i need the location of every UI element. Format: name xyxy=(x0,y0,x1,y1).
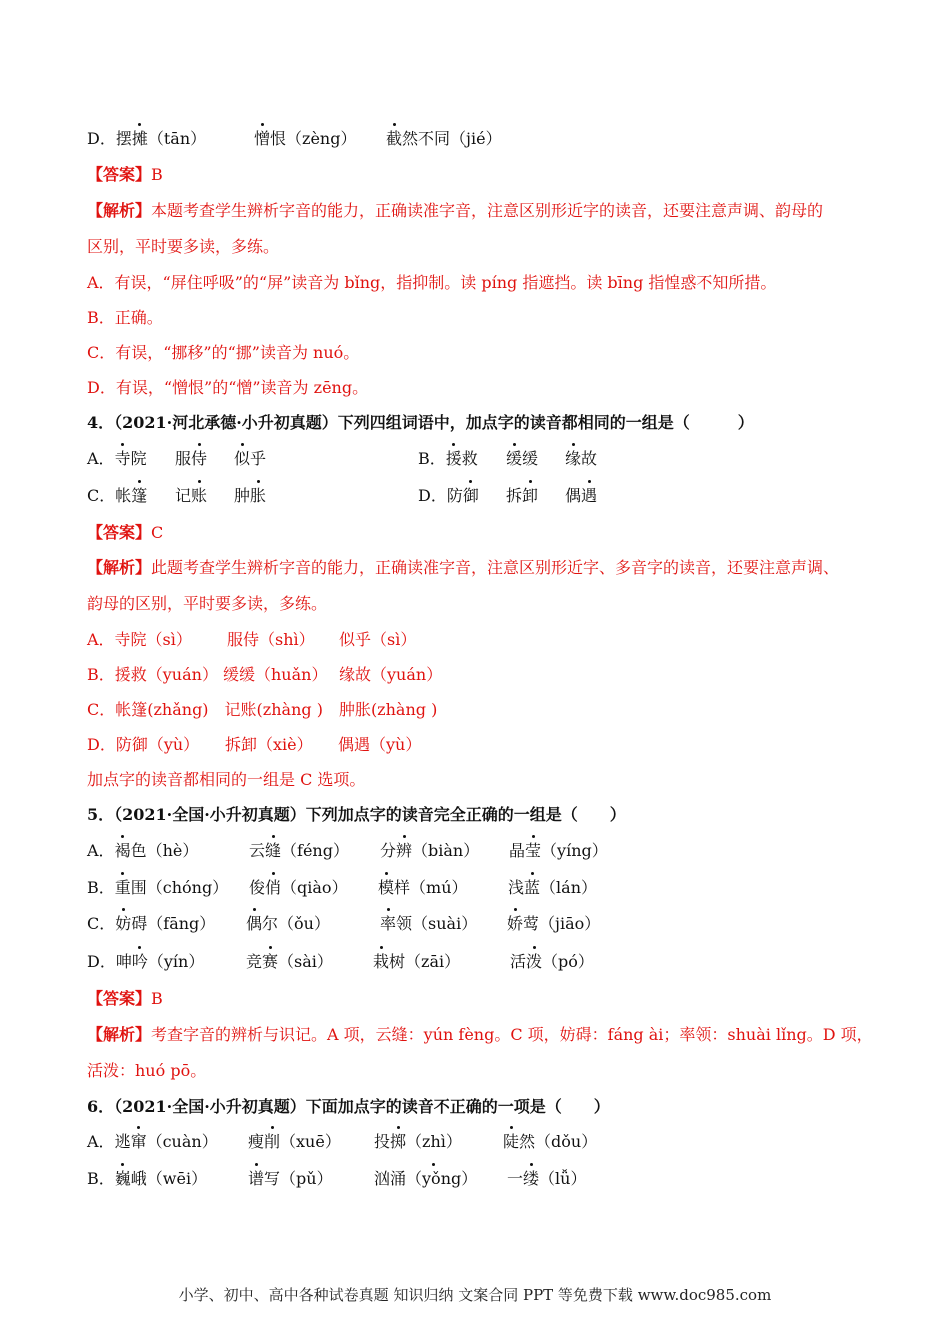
q5-analysis-line1: 【解析】考查字音的辨析与识记。A 项，云缝：yún fèng。C 项，妨碍：fáng ài；率领：shuài lǐng。D 项， xyxy=(87,1025,873,1044)
q4-option-b-word2: 缓缓 xyxy=(506,449,539,468)
q5-option-a-word3: 分辨（biàn） xyxy=(380,841,480,860)
q4-option-d: D．防御 xyxy=(418,486,479,505)
q5-option-a-word2: 云缝（féng） xyxy=(249,841,349,860)
q4-analysis-a2: 服侍（shì） xyxy=(227,630,315,649)
q6-stem: 6．（2021·全国·小升初真题）下面加点字的读音不正确的一项是（ ） xyxy=(87,1097,610,1116)
q4-stem: 4．（2021·河北承德·小升初真题）下列四组词语中，加点字的读音都相同的一组是（ ） xyxy=(87,413,754,432)
q4-option-c-word2: 记账 xyxy=(175,486,208,505)
q3-analysis-a: A．有误，“屏住呼吸”的“屏”读音为 bǐng，指抑制。读 píng 指遮挡。读 bīng 指惶惑不知所措。 xyxy=(87,273,777,292)
q4-analysis-a1: A．寺院（sì） xyxy=(87,630,192,649)
q3-analysis-line1: 【解析】本题考查学生辨析字音的能力，正确读准字音，注意区别形近字的读音，还要注意声调、韵母的 xyxy=(87,201,824,220)
q4-option-d-word3: 偶遇 xyxy=(565,486,598,505)
q6-option-b-word3: 汹涌（yǒng） xyxy=(374,1169,478,1188)
q4-analysis-d2: 拆卸（xiè） xyxy=(225,735,313,754)
q6-option-a: A．逃窜（cuàn） xyxy=(87,1132,218,1151)
q4-option-a-word2: 服侍 xyxy=(175,449,208,468)
q4-analysis-b2: 缓缓（huǎn） xyxy=(223,665,328,684)
q4-analysis-d1: D．防御（yù） xyxy=(87,735,200,754)
q4-analysis-a3: 似乎（sì） xyxy=(339,630,417,649)
q4-option-a-word3: 似乎 xyxy=(234,449,267,468)
q4-option-a: A．寺院 xyxy=(87,449,147,468)
q5-option-d-word2: 竞赛（sài） xyxy=(246,952,333,971)
q4-answer: 【答案】C xyxy=(87,523,164,542)
q3-analysis-d: D．有误，“憎恨”的“憎”读音为 zēng。 xyxy=(87,378,369,397)
q6-option-a-word2: 瘦削（xuē） xyxy=(248,1132,341,1151)
q6-option-b-word2: 谱写（pǔ） xyxy=(248,1169,333,1188)
q4-analysis-b3: 缘故（yuán） xyxy=(339,665,443,684)
q6-option-b-word4: 一缕（lǚ） xyxy=(507,1169,587,1188)
q5-option-d-word4: 活泼（pó） xyxy=(510,952,594,971)
q3-answer: 【答案】B xyxy=(87,165,163,184)
q5-option-c-word4: 娇莺（jiāo） xyxy=(507,914,601,933)
q4-option-b-word3: 缘故 xyxy=(565,449,598,468)
q5-option-b-word2: 俊俏（qiào） xyxy=(249,878,348,897)
q3-analysis-c: C．有误，“挪移”的“挪”读音为 nuó。 xyxy=(87,343,360,362)
q5-option-a: A．褐色（hè） xyxy=(87,841,199,860)
q5-answer: 【答案】B xyxy=(87,989,163,1008)
q4-analysis-line2: 韵母的区别，平时要多读，多练。 xyxy=(87,594,328,613)
q3-analysis-line2: 区别，平时要多读，多练。 xyxy=(87,237,280,256)
q5-option-b-word3: 模样（mú） xyxy=(378,878,468,897)
q6-option-a-word3: 投掷（zhì） xyxy=(374,1132,462,1151)
q3-option-d: D．摆摊（tān） xyxy=(87,129,207,148)
q3-analysis-b: B．正确。 xyxy=(87,308,163,327)
q5-option-c-word3: 率领（suài） xyxy=(380,914,478,933)
q4-analysis-line1: 【解析】此题考查学生辨析字音的能力，正确读准字音，注意区别形近字、多音字的读音，还要注意声调、 xyxy=(87,558,840,577)
q4-analysis-c: C．帐篷(zhǎng) 记账(zhàng ) 肿胀(zhàng ) xyxy=(87,700,438,719)
q5-option-c-word2: 偶尔（ǒu） xyxy=(246,914,330,933)
q4-analysis-d3: 偶遇（yù） xyxy=(338,735,422,754)
q3-option-d-word3: 截然不同（jié） xyxy=(386,129,502,148)
q5-option-d: D．呻吟（yín） xyxy=(87,952,205,971)
q4-option-b: B．援救 xyxy=(418,449,478,468)
q5-stem: 5．（2021·全国·小升初真题）下列加点字的读音完全正确的一组是（ ） xyxy=(87,805,626,824)
q4-option-c-word3: 肿胀 xyxy=(234,486,267,505)
q5-option-d-word3: 栽树（zāi） xyxy=(373,952,461,971)
q5-option-c: C．妨碍（fāng） xyxy=(87,914,216,933)
q4-option-d-word2: 拆卸 xyxy=(506,486,539,505)
q3-option-d-word2: 憎恨（zèng） xyxy=(254,129,357,148)
q6-option-b: B．巍峨（wēi） xyxy=(87,1169,208,1188)
q5-option-b: B．重围（chóng） xyxy=(87,878,229,897)
q4-conclusion: 加点字的读音都相同的一组是 C 选项。 xyxy=(87,770,366,789)
q4-analysis-b1: B．援救（yuán） xyxy=(87,665,218,684)
q5-option-b-word4: 浅蓝（lán） xyxy=(508,878,597,897)
q6-option-a-word4: 陡然（dǒu） xyxy=(503,1132,598,1151)
q4-option-c: C．帐篷 xyxy=(87,486,148,505)
q5-analysis-line2: 活泼：huó pō。 xyxy=(87,1061,207,1080)
page-footer: 小学、初中、高中各种试卷真题 知识归纳 文案合同 PPT 等免费下载 www.doc985.com xyxy=(178,1286,772,1304)
q5-option-a-word4: 晶莹（yíng） xyxy=(509,841,608,860)
